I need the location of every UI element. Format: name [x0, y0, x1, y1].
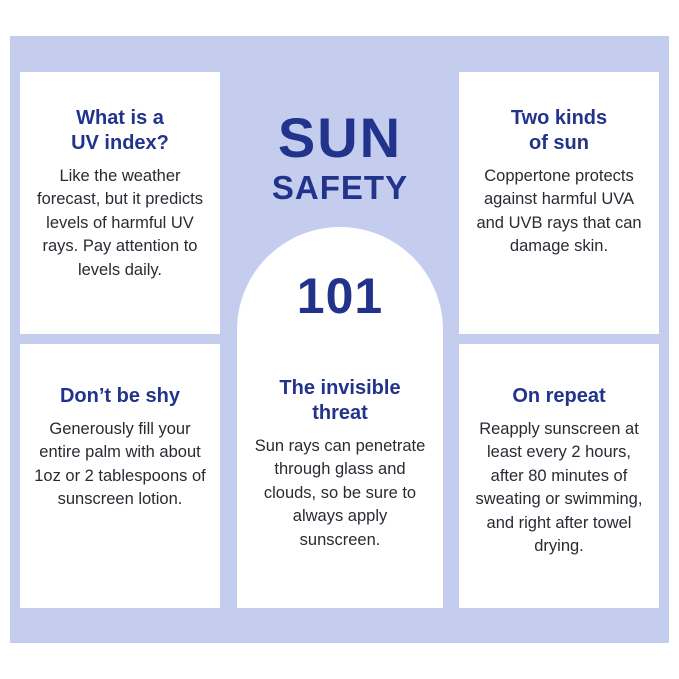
- card-on-repeat: [459, 344, 659, 608]
- card-dont-be-shy-body: Generously fill your entire palm with about 1oz or 2 tablespoons of sunscreen lotion.: [34, 420, 206, 509]
- hero-block: [237, 72, 443, 334]
- left-white-band: [0, 0, 10, 679]
- bottom-lavender-strip: [10, 615, 669, 643]
- card-invisible-threat-body: Sun rays can penetrate through glass and clouds, so be sure to always apply sunscreen.: [254, 437, 426, 549]
- card-dont-be-shy-title: Don’t be shy: [59, 385, 180, 407]
- hero-title-sun: SUN: [277, 106, 403, 169]
- card-uv-index-title-line2: UV index?: [71, 132, 169, 154]
- card-invisible-threat-title-line1: The invisible: [279, 377, 401, 399]
- card-two-kinds-of-sun-body: Coppertone protects against harmful UVA and UVB rays that can damage skin.: [476, 167, 642, 256]
- top-white-band: [0, 0, 679, 36]
- card-invisible-threat: [237, 344, 443, 608]
- card-invisible-threat-title-line2: threat: [312, 402, 368, 424]
- card-two-kinds-of-sun-title: [473, 106, 645, 156]
- card-uv-index-title-line1: What is a: [76, 107, 164, 129]
- right-white-band: [669, 0, 679, 679]
- bottom-white-band: [0, 643, 679, 679]
- card-invisible-threat-title: [251, 376, 429, 426]
- hero-badge-101: 101: [296, 268, 384, 324]
- card-dont-be-shy: [20, 344, 220, 608]
- card-on-repeat-title: On repeat: [512, 385, 606, 407]
- card-uv-index: [20, 72, 220, 334]
- card-uv-index-body: Like the weather forecast, but it predicts levels of harmful UV rays. Pay attention to levels daily.: [37, 167, 203, 279]
- card-uv-index-title: [34, 106, 206, 156]
- card-two-kinds-title-line1: Two kinds: [510, 107, 608, 129]
- card-two-kinds-title-line2: of sun: [529, 132, 589, 154]
- card-on-repeat-body: Reapply sunscreen at least every 2 hours, after 80 minutes of sweating or swimming, and right after towel drying.: [475, 420, 643, 556]
- card-two-kinds-of-sun: [459, 72, 659, 334]
- hero-title-safety: SAFETY: [271, 169, 409, 206]
